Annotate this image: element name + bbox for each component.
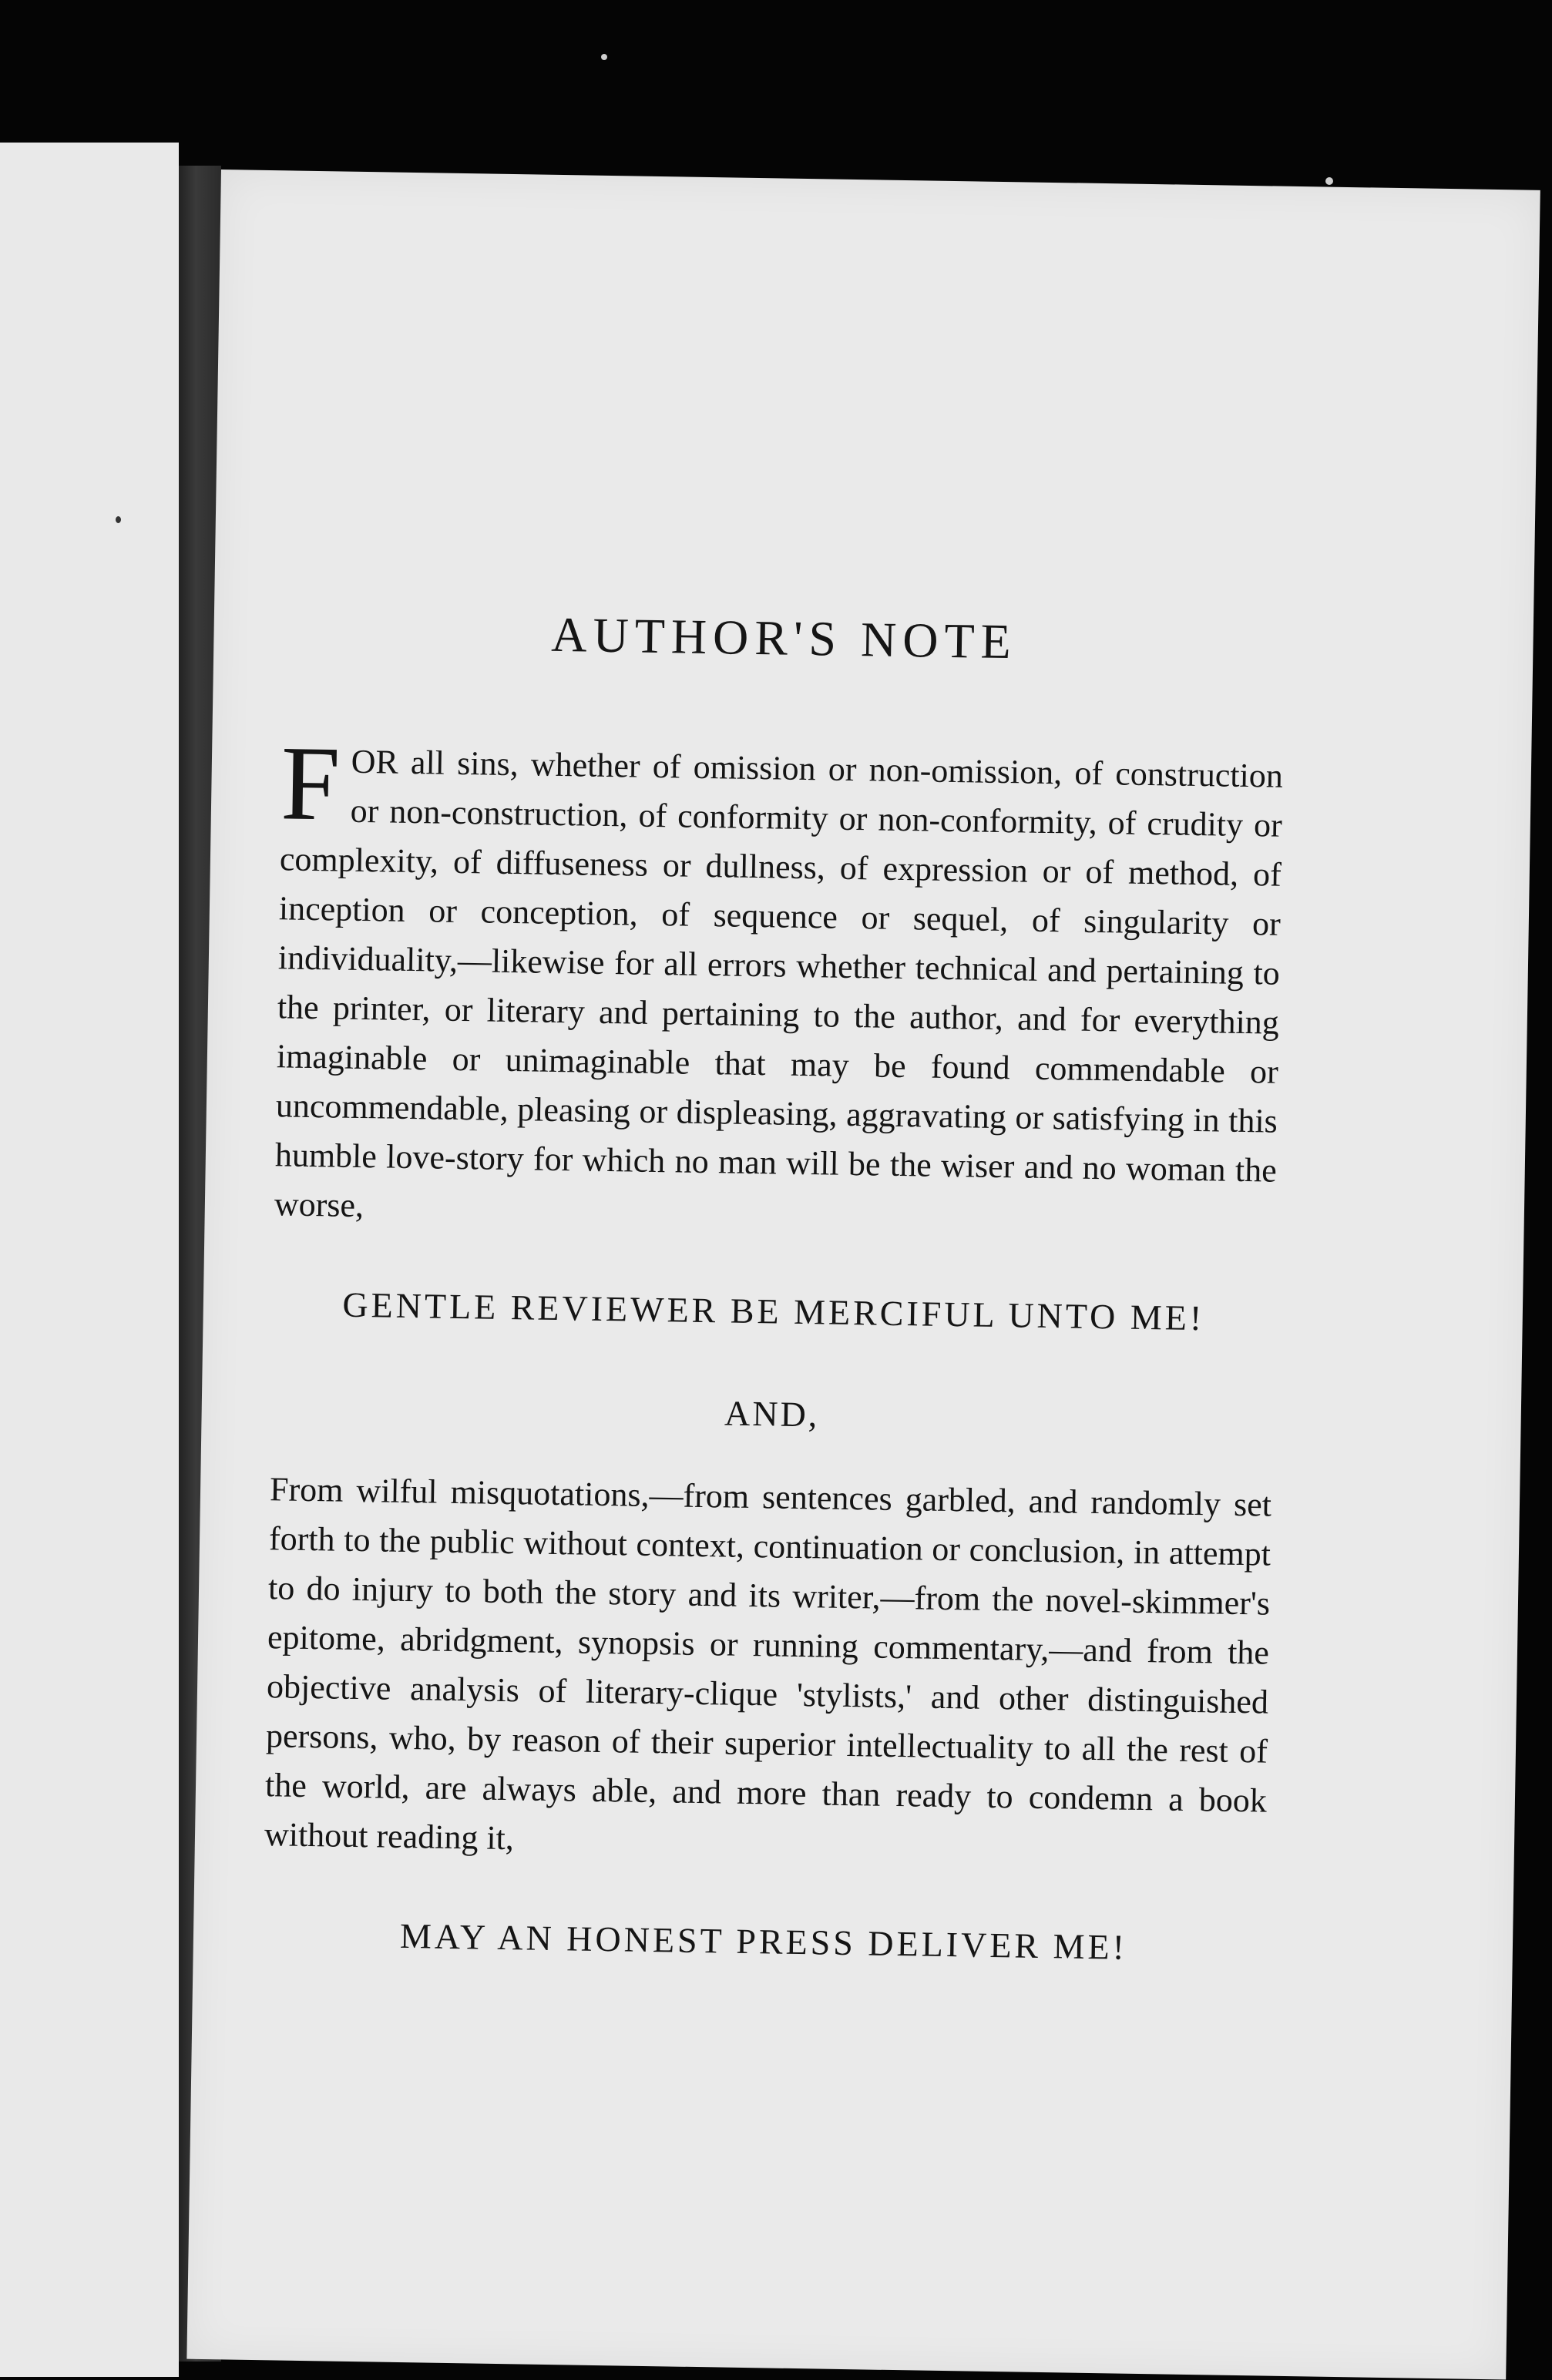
plea-reviewer: GENTLE REVIEWER BE MERCIFUL UNTO ME!	[342, 1284, 1205, 1338]
opening-paragraph	[274, 723, 1284, 1244]
page-content	[263, 602, 1285, 1969]
facing-page	[0, 143, 179, 2377]
plea-press: MAY AN HONEST PRESS DELIVER ME!	[399, 1915, 1128, 1967]
dust-speck	[1325, 177, 1333, 185]
opening-paragraph-text: OR all sins, whether of omission or non-omission, of construction or non-construction, of conformity or non-conformity, of crudity or complexity, of diffuseness or dullness, of expression or of method, of inception or conception, of sequence or sequel, of singularity or individuality,—likewise for all errors whether technical and pertaining to the printer, or literary and pertaining to the author, and for everything imaginable or unimaginable that may be found commendable or uncommendable, pleasing or displeasing, aggravating or satisfying in this humble love-story for which no man will be the wiser and no woman the worse,	[274, 742, 1284, 1225]
dust-speck	[116, 516, 121, 523]
dust-speck	[601, 54, 607, 60]
book-page	[186, 170, 1540, 2380]
page-title: AUTHOR'S NOTE	[550, 606, 1018, 670]
second-paragraph: From wilful misquotations,—from sentences garbled, and randomly set forth to the public without context, continuation or conclusion, in attempt to do injury to both the story and its writer,—from the novel-skimmer's epitome, abridgment, synopsis or running commentary,—and from the objective analysis of literary-clique 'stylists,' and other distinguished persons, who, by reason of their superior intellectuality to all the rest of the world, are always able, and more than ready to condemn a book without reading it,	[264, 1470, 1272, 1858]
drop-cap: F	[280, 723, 341, 843]
and-heading: AND,	[724, 1393, 820, 1435]
